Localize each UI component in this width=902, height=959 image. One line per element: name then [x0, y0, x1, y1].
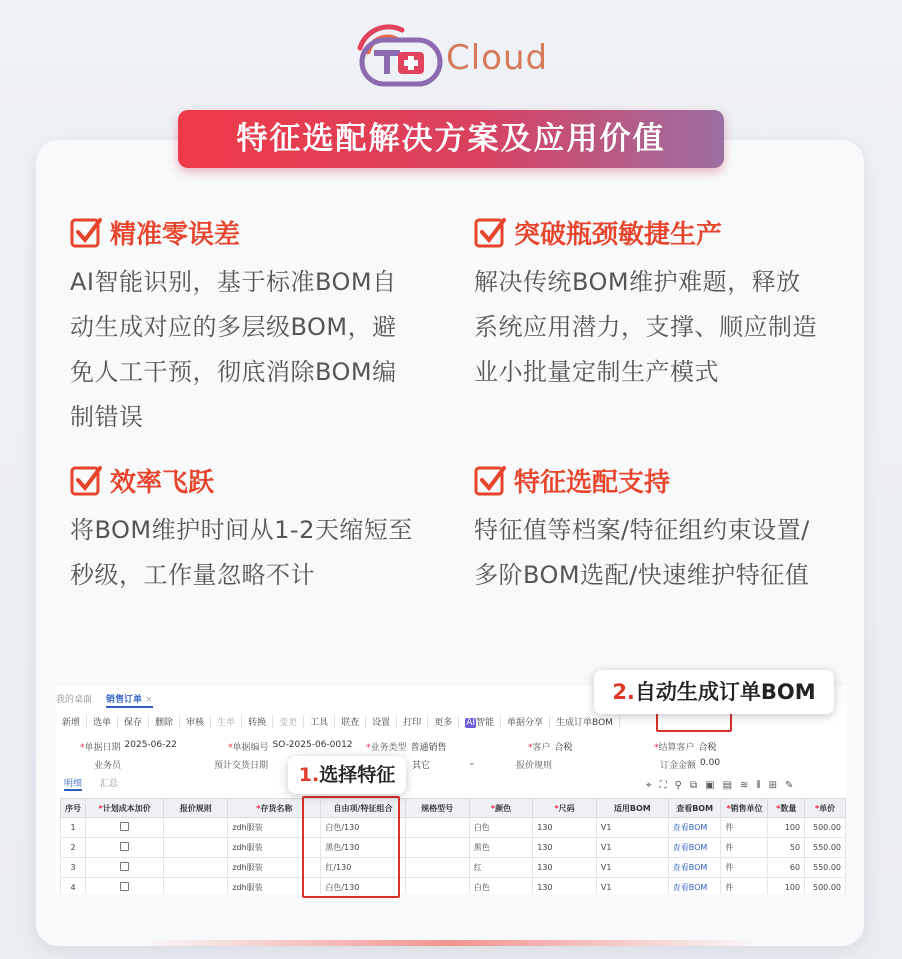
feature-title: 突破瓶颈敏捷生产 [514, 219, 723, 250]
window-tabs [56, 692, 153, 708]
table-header-row [61, 799, 846, 818]
salesman-field[interactable]: 业务员 [94, 761, 122, 771]
detail-tabs [64, 776, 118, 791]
col-header: 序号 [61, 799, 86, 818]
feature-efficiency [70, 460, 430, 598]
feature-body: AI智能识别，基于标准BOM自动生成对应的多层级BOM，避免人工干预，彻底消除BOM编制错误 [70, 268, 397, 431]
feature-config [474, 460, 834, 598]
chevron-down-icon: ⌄ [468, 758, 476, 768]
table-row[interactable]: 4 zdh服装 白色/130 白色 130 V1 查看BOM 件 100 500.00 [61, 878, 846, 895]
view-bom-link[interactable]: 查看BOM [668, 838, 721, 858]
convert-button[interactable]: 转换 [242, 715, 273, 728]
order-number-field[interactable]: *单据编号 SO-2025-06-0012 [228, 740, 353, 753]
checkbox-checked-icon [474, 464, 506, 496]
table-row[interactable]: 2 zdh服装 黑色/130 黑色 130 V1 查看BOM 件 50 550.00 [61, 838, 846, 858]
close-icon[interactable]: × [145, 695, 153, 705]
callout-select-feature: 1.选择特征 [288, 756, 406, 794]
change-button[interactable]: 变更 [273, 715, 304, 728]
paste-icon[interactable]: ▣ [705, 780, 715, 791]
deposit-amount-field[interactable]: 订金金额 0.00 [660, 758, 721, 771]
business-type-field[interactable]: *业务类型 普通销售 [366, 743, 447, 753]
col-header: *存货名称 [228, 799, 321, 818]
col-header: 自由项/特征组合 [321, 799, 405, 818]
ai-button[interactable]: AI智能 [459, 715, 501, 728]
document-icon[interactable]: ▤ [722, 780, 733, 791]
tab-desktop[interactable]: 我的桌面 [56, 695, 93, 705]
feature-body: 解决传统BOM维护难题，释放系统应用潜力，支撑、顺应制造业小批量定制生产模式 [474, 268, 817, 386]
select-button[interactable]: 选单 [87, 715, 118, 728]
other-select[interactable]: 其它 ⌄ [412, 758, 476, 771]
columns-icon[interactable]: ⫴ [756, 780, 761, 791]
tab-detail[interactable]: 明细 [64, 776, 82, 791]
col-header: 规格型号 [405, 799, 469, 818]
checkbox-checked-icon [474, 216, 506, 248]
filter-icon[interactable]: ≋ [740, 780, 749, 791]
customer-field[interactable]: *客户 合税 [528, 743, 573, 753]
callout-generate-bom: 2.自动生成订单BOM [594, 670, 834, 714]
logo-text: Cloud [446, 38, 549, 78]
banner-title: 特征选配解决方案及应用价值 [178, 110, 724, 168]
col-header: 查看BOM [668, 799, 721, 818]
view-bom-link[interactable]: 查看BOM [668, 818, 721, 838]
row-checkbox[interactable] [120, 842, 129, 851]
row-checkbox[interactable] [120, 822, 129, 831]
feature-title: 效率飞跃 [110, 467, 215, 498]
col-header: *销售单位 [721, 799, 768, 818]
table-row[interactable]: 3 zdh服装 红/130 红 130 V1 查看BOM 件 60 550.00 [61, 858, 846, 878]
checkbox-checked-icon [70, 464, 102, 496]
view-bom-link[interactable]: 查看BOM [668, 858, 721, 878]
tab-sales-order[interactable]: 销售订单 × [106, 692, 153, 708]
bottom-accent [140, 940, 760, 946]
audit-button[interactable]: 审核 [180, 715, 211, 728]
tools-button[interactable]: 工具 [304, 715, 335, 728]
print-button[interactable]: 打印 [397, 715, 428, 728]
pin-icon[interactable]: ⚲ [674, 780, 682, 791]
copy-icon[interactable]: ⧉ [689, 780, 698, 791]
settle-customer-field[interactable]: *结算客户 合税 [654, 743, 717, 753]
scan-icon[interactable]: ⛶ [659, 780, 667, 791]
delete-button[interactable]: 删除 [149, 715, 180, 728]
settings-button[interactable]: 设置 [366, 715, 397, 728]
feature-agile [474, 212, 834, 395]
col-header: *单价 [805, 799, 846, 818]
col-header: 报价规则 [164, 799, 228, 818]
feature-accuracy [70, 212, 430, 440]
col-header: *尺码 [533, 799, 597, 818]
tab-summary[interactable]: 汇总 [100, 779, 119, 789]
link-query-button[interactable]: 联查 [335, 715, 366, 728]
save-button[interactable]: 保存 [118, 715, 149, 728]
checkbox-checked-icon [70, 216, 102, 248]
tplus-logo-icon [352, 18, 452, 88]
view-bom-link[interactable]: 查看BOM [668, 878, 721, 895]
col-header: 适用BOM [596, 799, 668, 818]
generate-order-bom-button[interactable]: 生成订单BOM [550, 715, 620, 728]
feature-title: 特征选配支持 [514, 467, 671, 498]
ai-badge: AI [466, 717, 476, 728]
table-tools [646, 780, 793, 791]
order-detail-table [60, 798, 846, 894]
col-header: *颜色 [469, 799, 533, 818]
generate-button[interactable]: 生单 [211, 715, 242, 728]
more-button[interactable]: 更多 [428, 715, 459, 728]
row-checkbox[interactable] [120, 862, 129, 871]
feature-column-highlight [302, 796, 400, 898]
feature-title: 精准零误差 [110, 219, 241, 250]
feature-body: 将BOM维护时间从1-2天缩短至秒级，工作量忽略不计 [70, 516, 413, 589]
share-button[interactable]: 单据分享 [501, 715, 550, 728]
location-icon[interactable]: ⌖ [646, 780, 652, 791]
grid-icon[interactable]: ⊞ [768, 780, 777, 791]
row-checkbox[interactable] [120, 882, 129, 891]
new-button[interactable]: 新增 [56, 715, 87, 728]
edit-icon[interactable]: ✎ [785, 780, 794, 791]
order-date-field[interactable]: *单据日期 2025-06-22 [80, 740, 177, 753]
col-header: *数量 [768, 799, 805, 818]
col-header: *计划成本加价 [86, 799, 164, 818]
price-rule-field[interactable]: 报价规则 [516, 761, 553, 771]
feature-body: 特征值等档案/特征组约束设置/多阶BOM选配/快速维护特征值 [474, 516, 810, 589]
delivery-date-field[interactable]: 预计交货日期 [214, 761, 269, 771]
table-row[interactable]: 1 zdh服装 白色/130 白色 130 V1 查看BOM 件 100 500.00 [61, 818, 846, 838]
